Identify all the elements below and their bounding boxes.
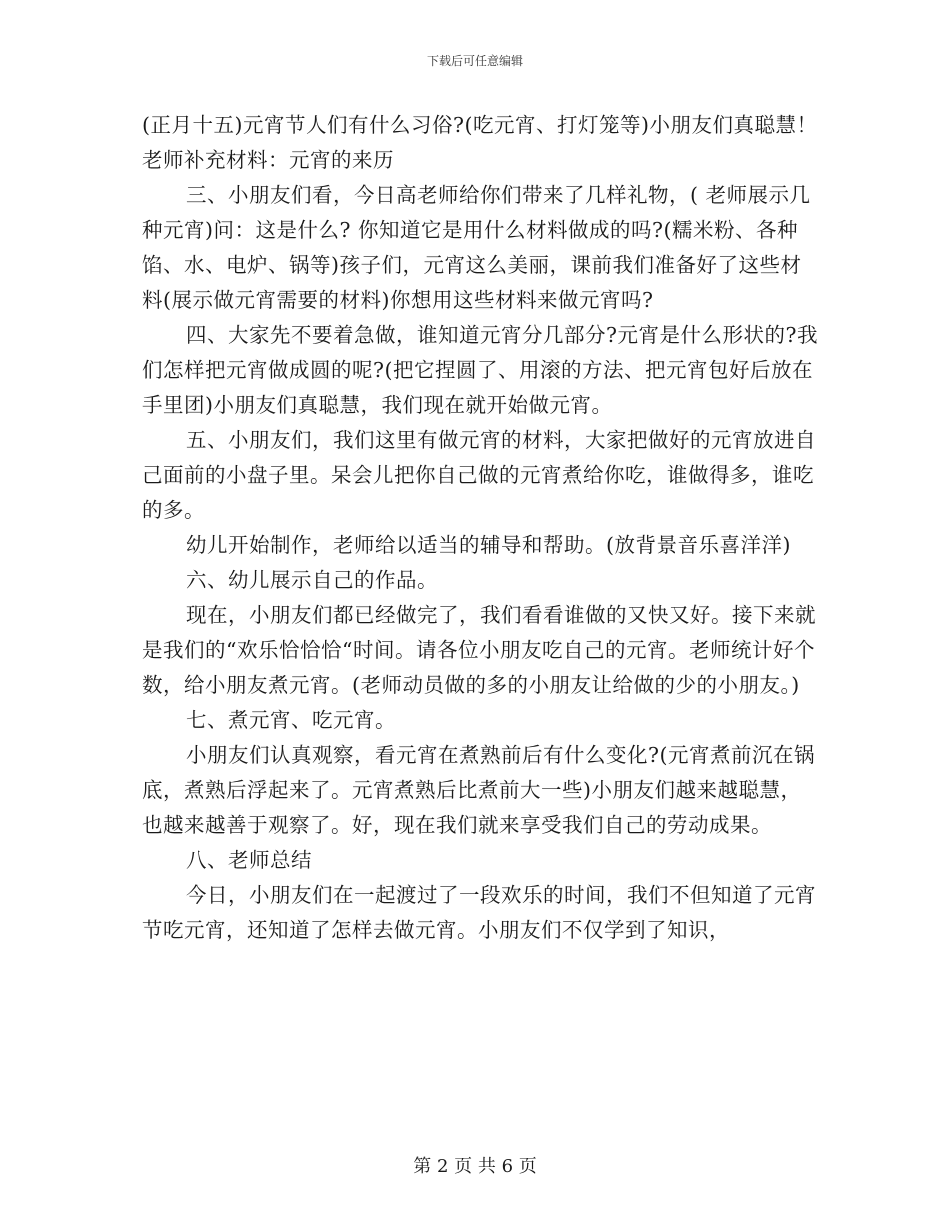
paragraph: 七、煮元宵、吃元宵。 (186, 708, 396, 732)
document-body (142, 108, 822, 948)
paragraph: 小朋友们认真观察，看元宵在煮熟前后有什么变化?(元宵煮前沉在锅底，煮熟后浮起来了。元宵煮熟后比煮前大一些)小朋友们越来越聪慧，也越来越善于观察了。好，现在我们就来享受我们自己的劳动成果。 (142, 743, 815, 837)
paragraph: 幼儿开始制作，老师给以适当的辅导和帮助。(放背景音乐喜洋洋) (186, 533, 791, 557)
paragraph: 六、幼儿展示自己的作品。 (186, 568, 438, 592)
paragraph: 三、小朋友们看，今日高老师给你们带来了几样礼物，( 老师展示几种元宵)问：这是什么? 你知道它是用什么材料做成的吗?(糯米粉、各种馅、水、电炉、锅等)孩子们，元宵这么美丽，课前我们准备好了这些材料(展示做元宵需要的材料)你想用这些材料来做元宵吗? (142, 183, 811, 312)
paragraph: 今日，小朋友们在一起渡过了一段欢乐的时间，我们不但知道了元宵节吃元宵，还知道了怎样去做元宵。小朋友们不仅学到了知识， (142, 883, 816, 942)
paragraph: 八、老师总结 (186, 848, 312, 872)
paragraph: 五、小朋友们，我们这里有做元宵的材料，大家把做好的元宵放进自己面前的小盘子里。呆会儿把你自己做的元宵煮给你吃，谁做得多，谁吃的多。 (142, 428, 816, 522)
paragraph: 四、大家先不要着急做，谁知道元宵分几部分?元宵是什么形状的?我们怎样把元宵做成圆的呢?(把它捏圆了、用滚的方法、把元宵包好后放在手里团)小朋友们真聪慧，我们现在就开始做元宵。 (142, 323, 818, 417)
paragraph: 现在，小朋友们都已经做完了，我们看看谁做的又快又好。接下来就是我们的“欢乐恰恰恰“时间。请各位小朋友吃自己的元宵。老师统计好个数，给小朋友煮元宵。(老师动员做的多的小朋友让给做的少的小朋友。) (142, 603, 816, 697)
paragraph: (正月十五)元宵节人们有什么习俗?(吃元宵、打灯笼等)小朋友们真聪慧！老师补充材料：元宵的来历 (142, 113, 818, 172)
page-number: 第 2 页 共 6 页 (413, 1156, 537, 1177)
page-header: 下载后可任意编辑 (426, 54, 523, 68)
